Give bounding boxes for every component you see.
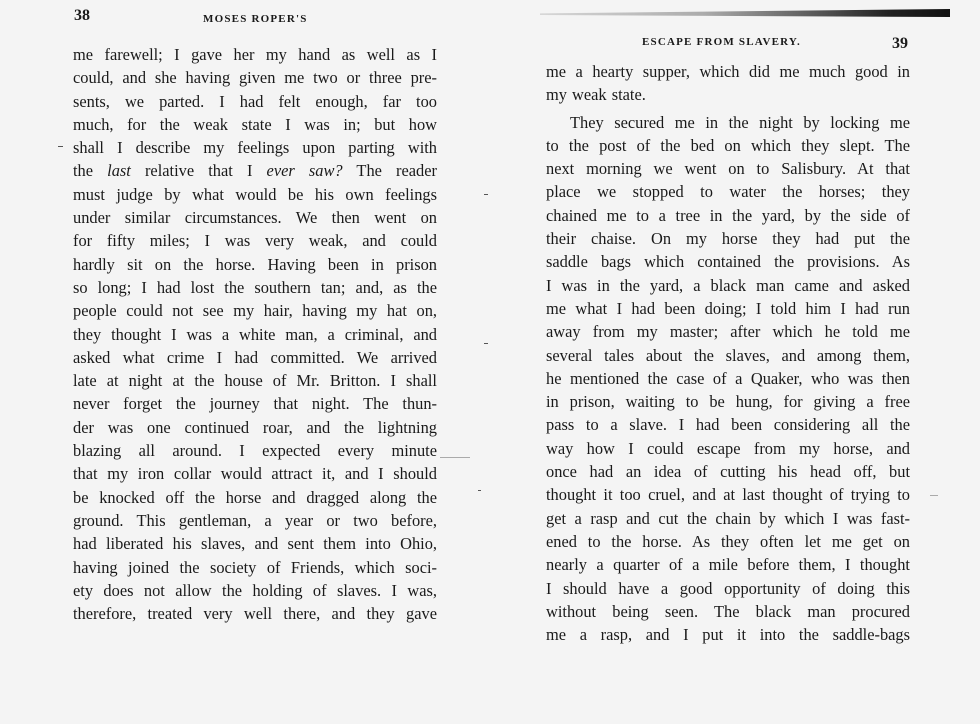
text-line: he mentioned the case of a Quaker, who was then <box>546 368 910 388</box>
text-line: me farewell; I gave her my hand as well as I <box>73 45 437 64</box>
text-line: under similar circumstances. We then went on <box>73 208 437 228</box>
text-line: to the post of the bed on which they slept. The <box>546 135 910 155</box>
text-line: they thought I was a white man, a criminal, and <box>73 324 437 344</box>
text-line: much, for the weak state I was in; but how <box>73 114 437 134</box>
running-head-left: MOSES ROPER'S <box>203 13 308 25</box>
text-line: asked what crime I had committed. We arrived <box>73 347 437 367</box>
text-line: me what I had been doing; I told him I had run <box>546 298 910 318</box>
margin-speck <box>478 490 481 491</box>
text-line: hardly sit on the horse. Having been in prison <box>73 254 437 274</box>
text-line: me a hearty supper, which did me much good in <box>546 62 910 81</box>
text-line: shall I describe my feelings upon parting with <box>73 138 437 158</box>
text-line: had liberated his slaves, and sent them into Ohio, <box>73 534 437 554</box>
text-line: away from my master; after which he told me <box>546 322 910 342</box>
left-page-body <box>73 43 437 625</box>
margin-speck <box>484 194 488 195</box>
text-line: never forget the journey that night. The thun- <box>73 394 437 414</box>
text-line: saddle bags which contained the provisions. As <box>546 252 910 272</box>
text-line: sents, we parted. I had felt enough, far too <box>73 91 437 111</box>
text-line: in prison, waiting to be hung, for giving a free <box>546 392 910 412</box>
text-line: people could not see my hair, having my hat on, <box>73 301 437 321</box>
margin-speck <box>58 146 63 147</box>
text-line: next morning we went on to Salisbury. At that <box>546 159 910 179</box>
text-line: blazing all around. I expected every minute <box>73 441 437 461</box>
text-line: so long; I had lost the southern tan; and, as the <box>73 277 437 297</box>
text-line: me a rasp, and I put it into the saddle-bags <box>546 625 910 645</box>
text-line: get a rasp and cut the chain by which I was fast- <box>546 508 910 528</box>
text-line: pass to a slave. I had been considering all the <box>546 415 910 435</box>
text-line: I should have a good opportunity of doing this <box>546 578 910 598</box>
text-line: their chaise. On my horse they had put the <box>546 229 910 249</box>
text-line: that my iron collar would attract it, and I should <box>73 464 437 484</box>
right-page-body <box>546 60 910 646</box>
italic-emphasis: ever saw? <box>266 161 343 181</box>
text-line: once had an idea of cutting his head off, but <box>546 462 910 482</box>
italic-emphasis: last <box>107 161 131 181</box>
scan-shadow-rule <box>540 9 950 17</box>
page-number-right: 39 <box>892 35 908 52</box>
text-line: I was in the yard, a black man came and asked <box>546 275 910 295</box>
text-line: must judge by what would be his own feelings <box>73 184 437 204</box>
text-line: be knocked off the horse and dragged along the <box>73 487 437 507</box>
text-line: They secured me in the night by locking me <box>570 112 910 132</box>
text-line: nearly a quarter of a mile before them, I thought <box>546 555 910 575</box>
text-line: way how I could escape from my horse, and <box>546 438 910 458</box>
text-line: ety does not allow the holding of slaves. I was, <box>73 580 437 600</box>
text-line: der was one continued roar, and the lightning <box>73 417 437 437</box>
text-line: having joined the society of Friends, which soci- <box>73 557 437 577</box>
text-line: several tales about the slaves, and among them, <box>546 345 910 365</box>
margin-speck <box>484 343 488 344</box>
scan-stray-line <box>930 495 938 496</box>
text-line: chained me to a tree in the yard, by the side of <box>546 205 910 225</box>
text-line: therefore, treated very well there, and they gave <box>73 604 437 624</box>
scan-stray-line <box>440 457 470 458</box>
page-number-left: 38 <box>74 7 90 24</box>
text-line: could, and she having given me two or three pre- <box>73 68 437 88</box>
text-line: late at night at the house of Mr. Britton. I shall <box>73 371 437 391</box>
text-line: thought it too cruel, and at last thought of trying to <box>546 485 910 505</box>
running-head-right: ESCAPE FROM SLAVERY. <box>642 36 802 48</box>
text-line: ened to the horse. As they often let me get on <box>546 531 910 551</box>
text-line: my weak state. <box>546 85 646 105</box>
text-line: ground. This gentleman, a year or two before, <box>73 510 437 530</box>
text-line: place we stopped to water the horses; they <box>546 182 910 202</box>
text-line: without being seen. The black man procured <box>546 601 910 621</box>
text-line: for fifty miles; I was very weak, and could <box>73 231 437 251</box>
text-line: the last relative that I ever saw? The reader <box>73 161 437 181</box>
